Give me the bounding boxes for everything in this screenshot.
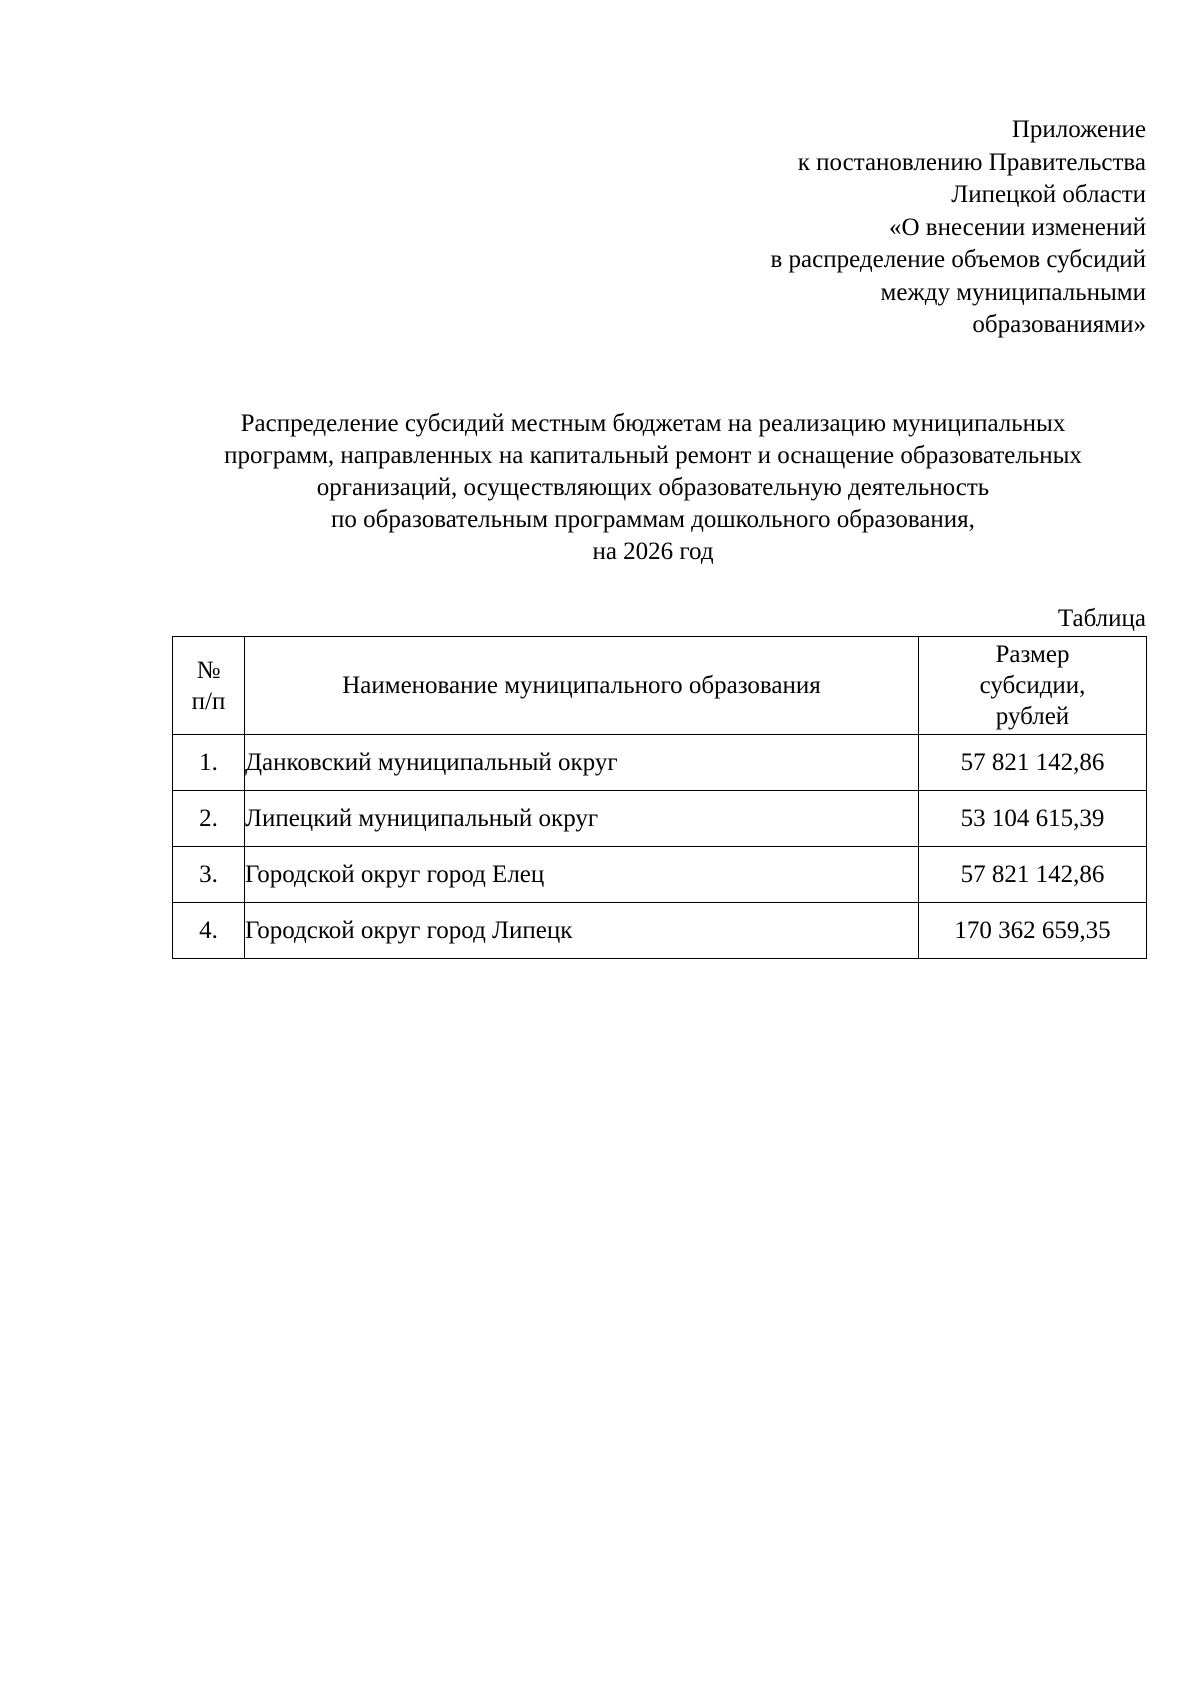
appendix-line: образованиями»	[972, 311, 1146, 338]
header-amount-line: субсидии,	[979, 672, 1086, 699]
row-amount: 53 104 615,39	[919, 791, 1147, 847]
header-municipality: Наименование муниципального образования	[245, 637, 919, 735]
table-caption: Таблица	[1057, 605, 1146, 632]
appendix-line: в распределение объемов субсидий	[770, 246, 1146, 273]
row-number: 3.	[173, 847, 245, 903]
appendix-line: между муниципальными	[880, 278, 1146, 306]
row-municipality: Городской округ город Липецк	[245, 903, 919, 959]
document-title	[160, 408, 1146, 568]
row-amount: 57 821 142,86	[919, 735, 1147, 791]
subsidies-table	[172, 636, 1147, 959]
row-number: 2.	[173, 791, 245, 847]
appendix-line: Приложение	[1011, 116, 1146, 143]
title-line: по образовательным программам дошкольного образования,	[331, 506, 975, 533]
row-amount: 57 821 142,86	[919, 847, 1147, 903]
row-municipality: Липецкий муниципальный округ	[245, 791, 919, 847]
table-header-row	[173, 637, 1147, 735]
row-amount: 170 362 659,35	[919, 903, 1147, 959]
row-municipality: Городской округ город Елец	[245, 847, 919, 903]
title-line: организаций, осуществляющих образовательную деятельность	[316, 474, 990, 501]
appendix-block	[626, 114, 1146, 342]
appendix-line: к постановлению Правительства	[797, 148, 1146, 176]
row-number: 4.	[173, 903, 245, 959]
header-amount-line: рублей	[995, 703, 1070, 730]
title-line: Распределение субсидий местным бюджетам на реализацию муниципальных	[240, 410, 1066, 437]
row-number: 1.	[173, 735, 245, 791]
title-line: программ, направленных на капитальный ремонт и оснащение образовательных	[224, 442, 1082, 469]
table-row	[173, 847, 1147, 903]
header-amount-line: Размер	[995, 641, 1070, 668]
table-row	[173, 735, 1147, 791]
appendix-line: Липецкой области	[951, 181, 1146, 208]
header-number-label: п/п	[191, 687, 226, 715]
row-municipality: Данковский муниципальный округ	[245, 735, 919, 791]
table-row	[173, 903, 1147, 959]
table-row	[173, 791, 1147, 847]
appendix-line: «О внесении изменений	[888, 213, 1146, 241]
title-line: на 2026 год	[592, 538, 714, 565]
header-amount	[919, 637, 1147, 735]
header-number-symbol: №	[196, 656, 221, 684]
header-number	[173, 637, 245, 735]
